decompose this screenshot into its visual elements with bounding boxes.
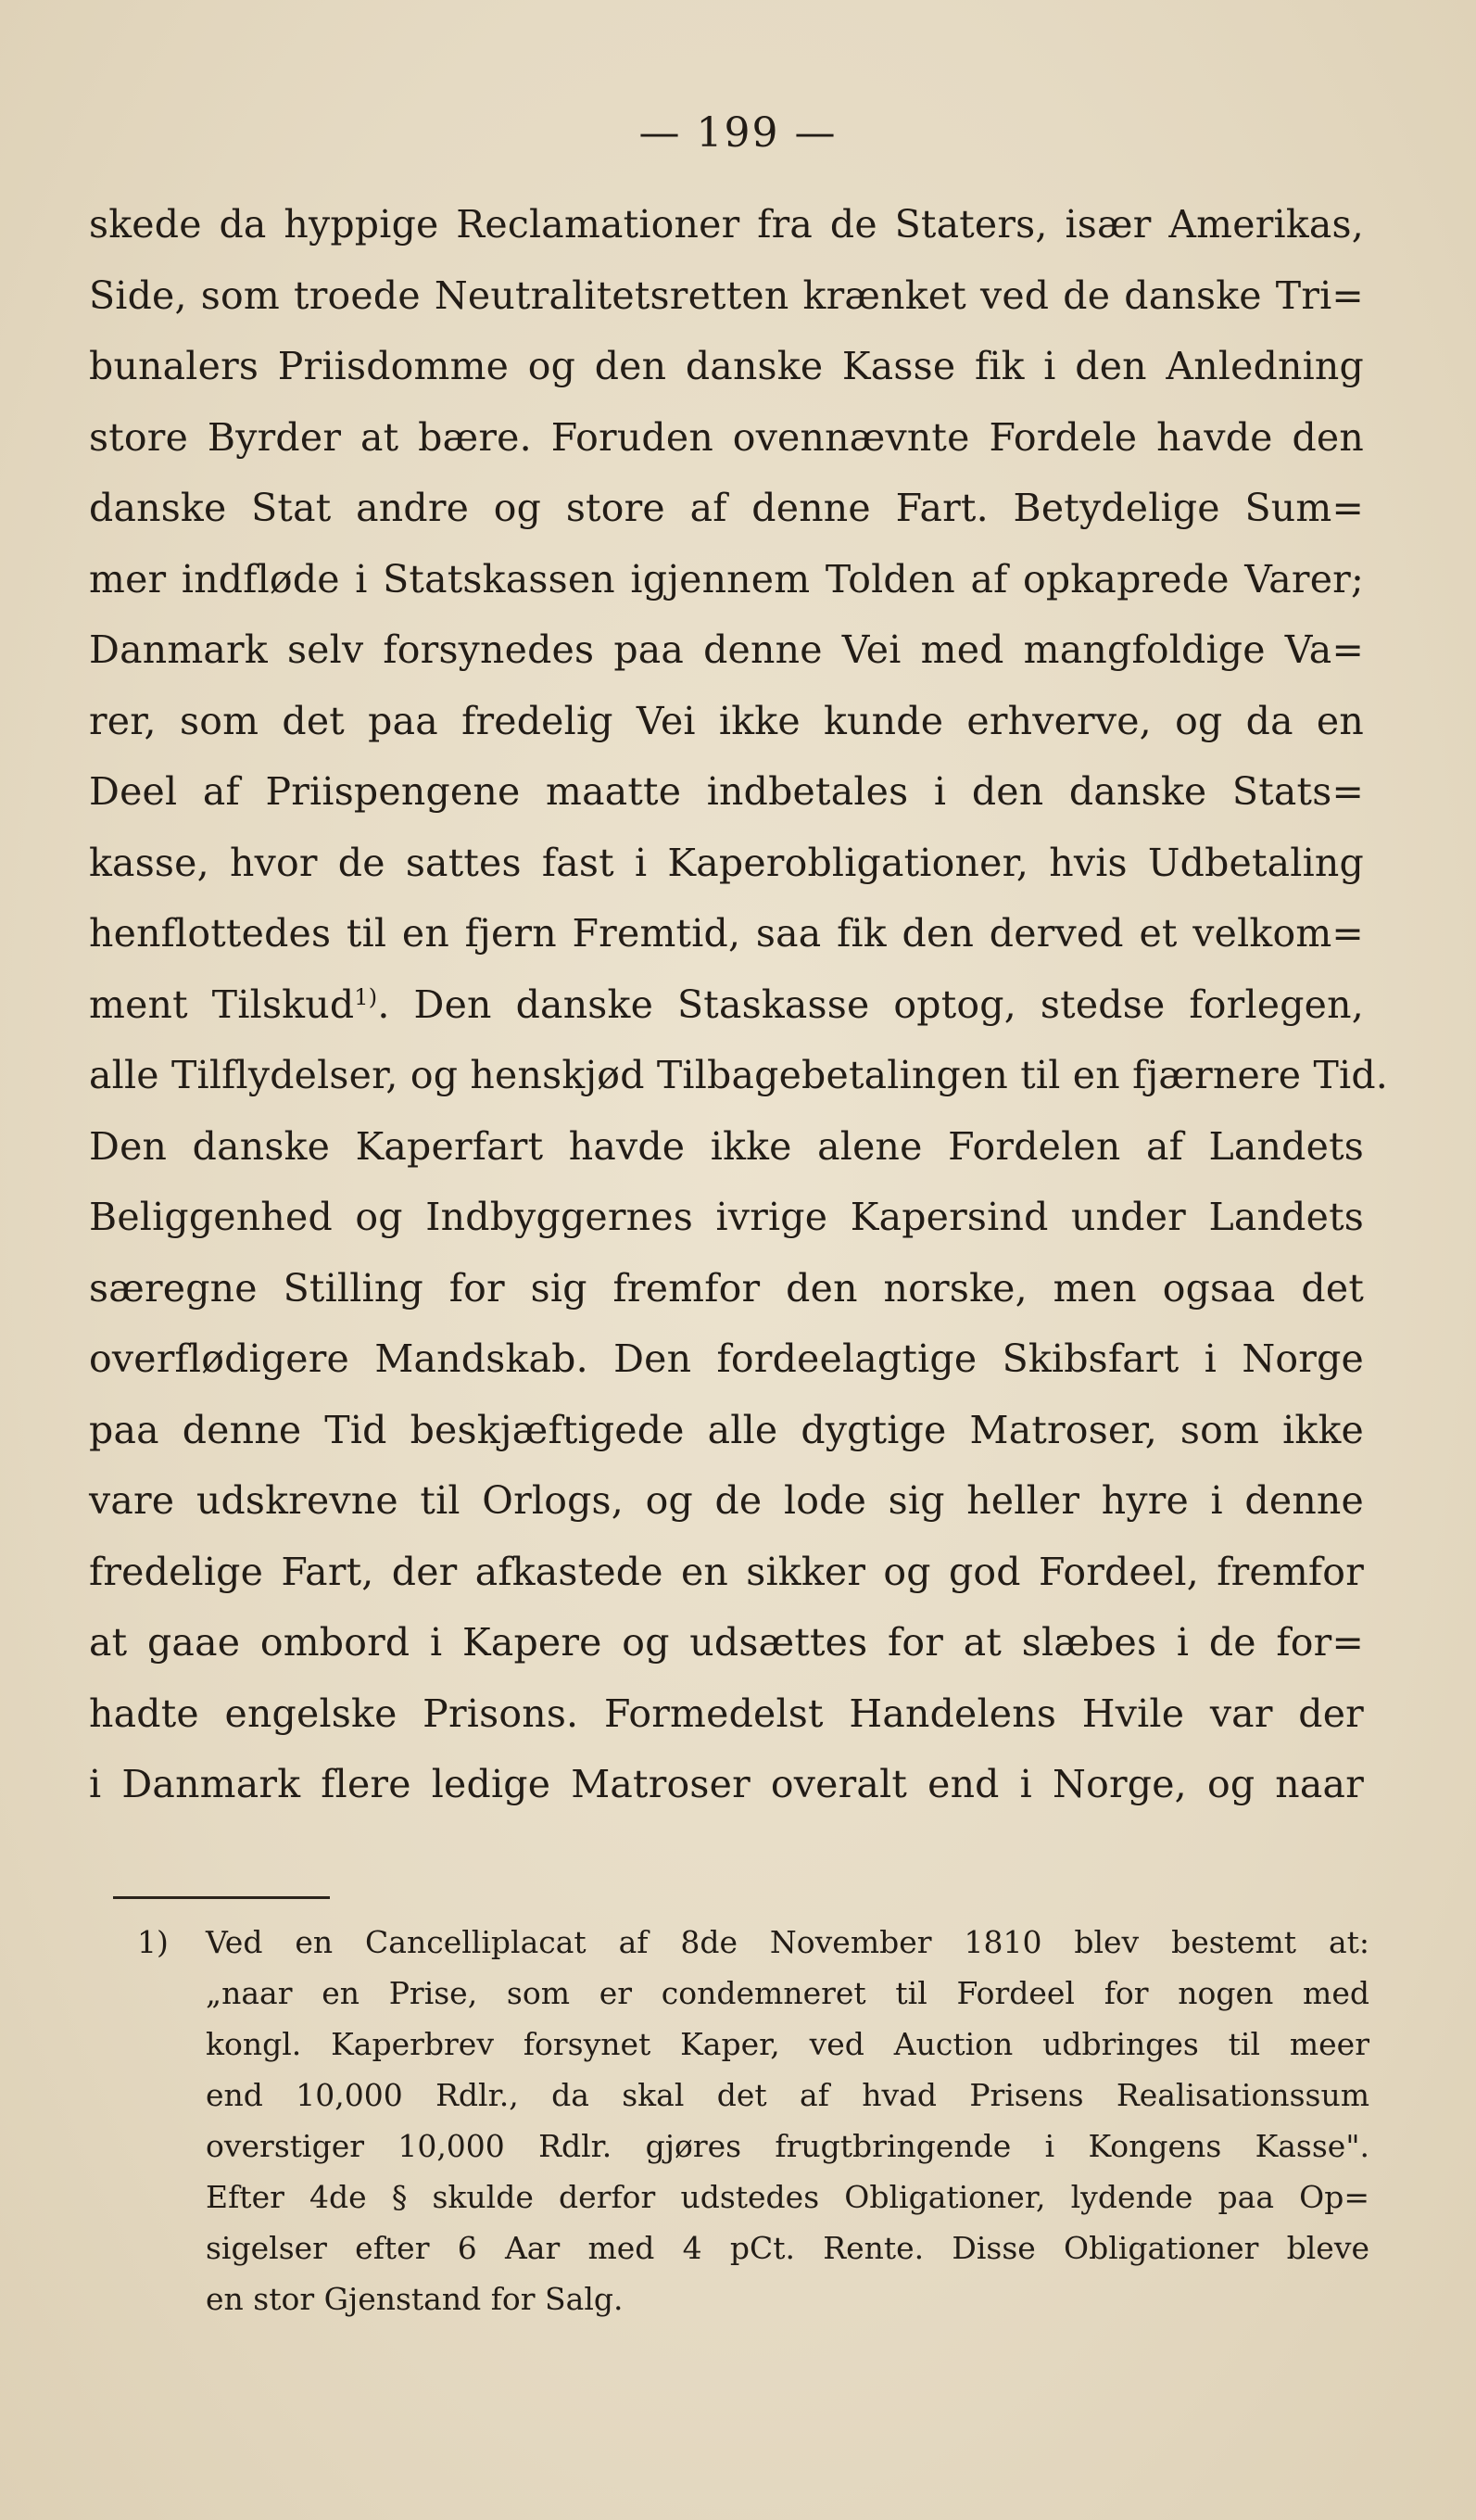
body-text — [89, 189, 1389, 1820]
text-line: alle Tilflydelser, og henskjød Tilbagebetalingen til en fjærnere Tid. — [89, 1053, 1389, 1097]
text-line: mer indfløde i Statskassen igjennem Tolden af opkaprede Varer; — [89, 556, 1364, 602]
text-line: rer, som det paa fredelig Vei ikke kunde erhverve, og da en — [89, 698, 1364, 743]
footnote-line: sigelser efter 6 Aar med 4 pCt. Rente. Disse Obligationer bleve — [206, 2230, 1369, 2266]
text-line: bunalers Priisdomme og den danske Kasse fik i den Anledning — [89, 344, 1364, 388]
footnote-divider — [113, 1896, 330, 1899]
footnote — [137, 1917, 1369, 2324]
text-line: overflødigere Mandskab. Den fordeelagtige Skibsfart i Norge — [89, 1336, 1364, 1381]
text-line: i Danmark flere ledige Matroser overalt end i Norge, og naar — [89, 1762, 1364, 1806]
text-line-with-footnote-ref: ment Tilskud$^{1)}$. Den danske Staskasse optog, stedse forlegen, — [89, 981, 1364, 1027]
text-segment: Den danske Staskasse optog, stedse forlegen, — [413, 981, 1364, 1027]
text-line: fredelige Fart, der afkastede en sikker og god Fordeel, fremfor — [89, 1549, 1364, 1594]
footnote-line: overstiger 10,000 Rdlr. gjøres frugtbringende i Kongens Kasse". — [206, 2128, 1369, 2164]
text-line: store Byrder at bære. Foruden ovennævnte Fordele havde den — [89, 414, 1364, 460]
text-line: hadte engelske Prisons. Formedelst Handelens Hvile var der — [89, 1691, 1364, 1736]
footnote-line: „naar en Prise, som er condemneret til Fordeel for nogen med — [206, 1975, 1369, 2011]
text-line: paa denne Tid beskjæftigede alle dygtige Matroser, som ikke — [89, 1407, 1364, 1452]
text-line: Beliggenhed og Indbyggernes ivrige Kapersind under Landets — [89, 1195, 1364, 1239]
text-line: Side, som troede Neutralitetsretten krænket ved de danske Tri= — [89, 272, 1364, 318]
text-line: Den danske Kaperfart havde ikke alene Fordelen af Landets — [89, 1123, 1364, 1169]
footnote-line: kongl. Kaperbrev forsynet Kaper, ved Auction udbringes til meer — [206, 2026, 1369, 2062]
text-line: skede da hyppige Reclamationer fra de Staters, især Amerikas, — [89, 202, 1364, 247]
footnote-reference: 1) — [354, 983, 378, 1010]
footnote-text: Ved en Cancelliplacat af 8de November 1810 blev bestemt at: — [206, 1924, 1369, 1960]
text-line: at gaae ombord i Kapere og udsættes for at slæbes i de for= — [89, 1620, 1364, 1665]
text-line: Danmark selv forsynedes paa denne Vei med mangfoldige Va= — [89, 627, 1364, 672]
page-number: — 199 — — [638, 109, 838, 157]
footnote-line: end 10,000 Rdlr., da skal det af hvad Prisens Realisationssum — [206, 2077, 1369, 2113]
text-line: vare udskrevne til Orlogs, og de lode sig heller hyre i denne — [89, 1478, 1364, 1523]
footnote-line: en stor Gjenstand for Salg. — [206, 2281, 624, 2317]
text-line: Deel af Priispengene maatte indbetales i den danske Stats= — [89, 769, 1364, 814]
footnote-line — [137, 1917, 1369, 1968]
text-segment: ment Tilskud — [89, 981, 355, 1027]
text-line: henflottedes til en fjern Fremtid, saa fik den derved et velkom= — [89, 911, 1364, 956]
text-line: kasse, hvor de sattes fast i Kaperobligationer, hvis Udbetaling — [89, 840, 1364, 885]
text-line: særegne Stilling for sig fremfor den norske, men ogsaa det — [89, 1265, 1364, 1311]
footnote-marker: 1) — [137, 1924, 169, 1960]
text-line: danske Stat andre og store af denne Fart. Betydelige Sum= — [89, 486, 1364, 530]
footnote-line: Efter 4de § skulde derfor udstedes Obligationer, lydende paa Op= — [206, 2179, 1369, 2215]
